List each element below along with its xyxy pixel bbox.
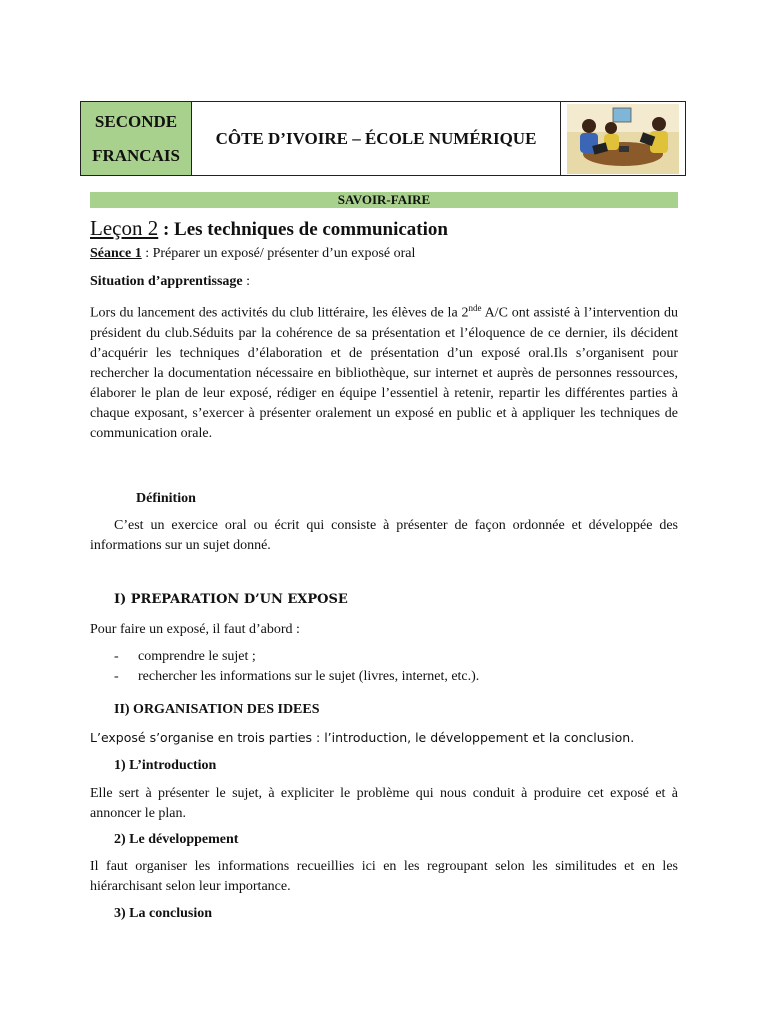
lesson-name: : Les techniques de communication xyxy=(158,219,448,240)
header-title: CÔTE D’IVOIRE – ÉCOLE NUMÉRIQUE xyxy=(192,102,561,175)
situation-text-2: A/C ont assisté à l’intervention du président du club.Séduits par la cohérence de sa présentation et l’éloquence de ce dernier, ils décident d’acquérir les techniques d’élaboration et de présentation d’un exposé oral.Ils s’organisent pour rechercher la documentation nécessaire en bibliothèque, sur internet et auprès de personnes ressources, élaborer le plan de leur exposé, rédiger en équipe l’essentiel à retenir, repartir les différentes parties à chaque exposant, s’exercer à présenter oralement un exposé en public et à appliquer les techniques de communication orale. xyxy=(90,305,678,441)
seance-label: Séance 1 xyxy=(90,246,142,261)
section2-intro: L’exposé s’organise en trois parties : l’introduction, le développement et la conclusion. xyxy=(90,730,635,745)
seance-line xyxy=(90,244,678,264)
seance-text: : Préparer un exposé/ présenter d’un exposé oral xyxy=(141,246,416,261)
introduction-text: Elle sert à présenter le sujet, à expliciter le problème qui nous conduit à produire cet exposé et à annoncer le plan. xyxy=(90,786,678,821)
list-item: - rechercher les informations sur le sujet (livres, internet, etc.). xyxy=(90,667,678,687)
situation-label: Situation d’apprentissage xyxy=(90,274,243,289)
situation-heading xyxy=(90,272,678,292)
section1-heading: I) PREPARATION D’UN EXPOSE xyxy=(114,592,348,607)
savoir-faire-band: SAVOIR-FAIRE xyxy=(90,192,678,208)
section1-intro: Pour faire un exposé, il faut d’abord : xyxy=(90,622,300,637)
students-illustration-icon xyxy=(567,104,679,174)
definition-heading: Définition xyxy=(136,491,196,506)
subject-label: FRANCAIS xyxy=(92,145,180,165)
level-cell xyxy=(81,102,192,175)
section2-heading: II) ORGANISATION DES IDEES xyxy=(114,702,320,717)
definition-text: C’est un exercice oral ou écrit qui consiste à présenter de façon ordonnée et développée des informations sur un sujet donné. xyxy=(90,518,678,553)
introduction-heading: 1) L’introduction xyxy=(114,758,217,773)
lesson-number: Leçon 2 xyxy=(90,216,159,240)
situation-superscript: nde xyxy=(468,303,482,313)
developpement-heading: 2) Le développement xyxy=(114,832,239,847)
situation-paragraph xyxy=(90,298,678,444)
situation-text-1: Lors du lancement des activités du club littéraire, les élèves de la 2 xyxy=(90,305,469,321)
illustration-cell xyxy=(561,102,685,175)
header-table xyxy=(80,101,686,176)
situation-colon: : xyxy=(242,274,250,289)
level-label: SECONDE xyxy=(94,111,178,131)
conclusion-heading: 3) La conclusion xyxy=(114,906,213,921)
developpement-text: Il faut organiser les informations recueillies ici en les regroupant selon les similitudes et en les hiérarchisant selon leur importance. xyxy=(90,859,678,894)
list-item: - comprendre le sujet ; xyxy=(90,647,678,667)
lesson-title xyxy=(90,218,678,242)
section1-list xyxy=(90,647,678,687)
